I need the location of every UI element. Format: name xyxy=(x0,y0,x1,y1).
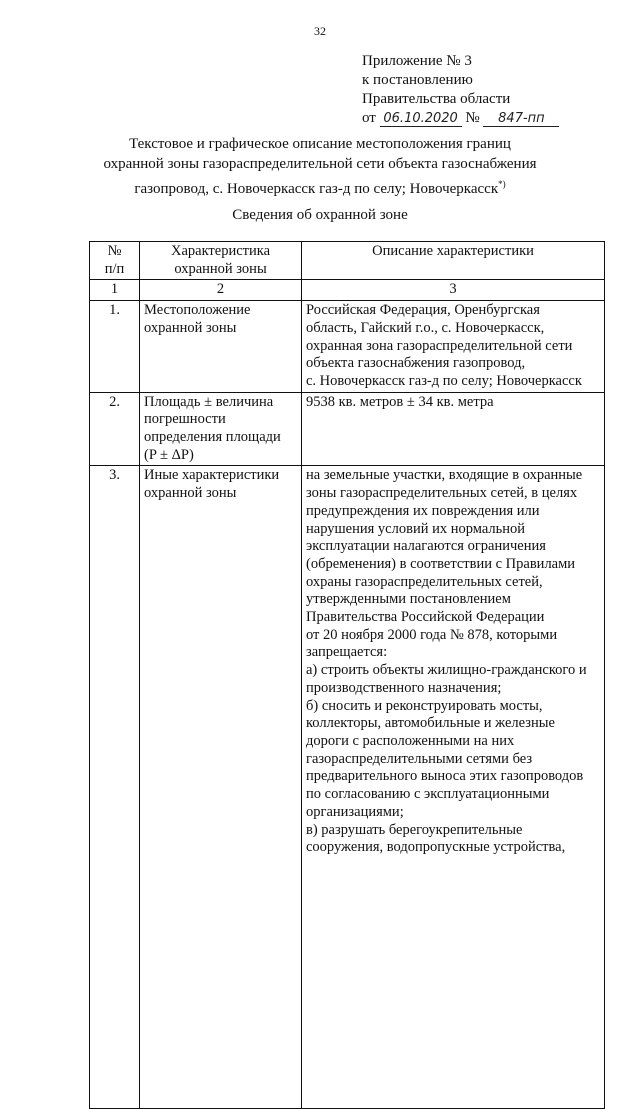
header-num xyxy=(90,242,140,280)
desc-line: запрещается: xyxy=(306,644,388,661)
column-number-cell: 3 xyxy=(302,280,605,301)
desc-line: организациями; xyxy=(306,803,404,820)
desc-line: б) сносить и реконструировать мосты, xyxy=(306,697,543,714)
document-title xyxy=(0,134,640,199)
desc-line: газораспределительными сетями без xyxy=(306,750,533,767)
appendix-line-2: к постановлению xyxy=(362,72,473,88)
desc-line: объекта газоснабжения газопровод, xyxy=(306,355,526,372)
desc-line: Российская Федерация, Оренбургская xyxy=(306,302,540,319)
table-row xyxy=(90,466,605,1109)
desc-line: предупреждения их повреждения или xyxy=(306,502,540,519)
row-characteristic xyxy=(140,466,302,1109)
desc-line: в) разрушать берегоукрепительные xyxy=(306,821,523,838)
desc-line: область, Гайский г.о., с. Новочеркасск, xyxy=(306,319,545,336)
desc-line: 9538 кв. метров ± 34 кв. метра xyxy=(306,393,494,410)
column-number-row xyxy=(90,280,605,301)
appendix-line-4 xyxy=(362,109,559,128)
table-row xyxy=(90,392,605,466)
char-line: определения площади xyxy=(144,429,281,446)
row-description xyxy=(302,466,605,1109)
appendix-line-1: Приложение № 3 xyxy=(362,53,472,69)
appendix-block xyxy=(362,52,559,128)
char-line: Площадь ± величина xyxy=(144,393,274,410)
section-subtitle: Сведения об охранной зоне xyxy=(232,207,408,223)
title-line-1: Текстовое и графическое описание местоположения границ xyxy=(129,136,511,152)
desc-line: Правительства Российской Федерации xyxy=(306,609,545,626)
header-char-line-1: Характеристика xyxy=(170,243,271,259)
appendix-line-3: Правительства области xyxy=(362,91,511,107)
header-char-line-2: охранной зоны xyxy=(174,260,267,277)
desc-line: коллекторы, автомобильные и железные xyxy=(306,715,555,732)
row-number: 1. xyxy=(90,301,140,393)
header-characteristic xyxy=(140,242,302,280)
header-description: Описание характеристики xyxy=(302,242,605,280)
desc-line: утвержденными постановлением xyxy=(306,591,511,608)
desc-line: от 20 ноября 2000 года № 878, которыми xyxy=(306,626,558,643)
column-number-cell: 1 xyxy=(90,280,140,301)
row-number: 2. xyxy=(90,392,140,466)
title-line-3-text: газопровод, с. Новочеркасск газ-д по селу; Новочеркасск xyxy=(134,181,499,197)
desc-line: нарушения условий их нормальной xyxy=(306,520,526,537)
char-line: Местоположение xyxy=(144,302,251,319)
row-characteristic xyxy=(140,392,302,466)
desc-line: сооружения, водопропускные устройства, xyxy=(306,839,566,856)
header-num-line-2: п/п xyxy=(104,260,125,277)
desc-line: на земельные участки, входящие в охранные xyxy=(306,467,583,484)
title-line-3 xyxy=(0,174,640,199)
handwritten-number: 847-пп xyxy=(483,111,559,127)
desc-line: производственного назначения; xyxy=(306,679,502,696)
desc-line: охранная зона газораспределительной сети xyxy=(306,337,573,354)
column-number-cell: 2 xyxy=(140,280,302,301)
char-line: Иные характеристики xyxy=(144,467,280,484)
desc-line: (обременения) в соответствии с Правилами xyxy=(306,555,576,572)
desc-line: с. Новочеркасск газ-д по селу; Новочеркасск xyxy=(306,372,582,389)
table-row xyxy=(90,301,605,393)
desc-line: охраны газораспределительных сетей, xyxy=(306,573,543,590)
number-label: № xyxy=(465,110,480,126)
handwritten-date: 06.10.2020 xyxy=(380,111,462,127)
desc-line: предварительного выноса этих газопроводов xyxy=(306,768,584,785)
desc-line: дороги с расположенными на них xyxy=(306,732,515,749)
header-num-line-1: № xyxy=(107,243,122,259)
char-line: охранной зоны xyxy=(144,319,237,336)
from-label: от xyxy=(362,110,376,126)
desc-line: зоны газораспределительных сетей, в целях xyxy=(306,485,578,502)
char-line: охранной зоны xyxy=(144,485,237,502)
row-number: 3. xyxy=(90,466,140,1109)
row-characteristic xyxy=(140,301,302,393)
zone-info-table xyxy=(89,241,605,1109)
title-line-2: охранной зоны газораспределительной сети объекта газоснабжения xyxy=(103,156,537,172)
page-number: 32 xyxy=(314,24,326,38)
row-description xyxy=(302,392,605,466)
desc-line: эксплуатации налагаются ограничения xyxy=(306,538,546,555)
footnote-mark: *) xyxy=(498,179,506,189)
char-line: (P ± ΔP) xyxy=(144,446,194,463)
row-description xyxy=(302,301,605,393)
desc-line: а) строить объекты жилищно-гражданского и xyxy=(306,662,587,679)
desc-line: по согласованию с эксплуатационными xyxy=(306,786,550,803)
char-line: погрешности xyxy=(144,411,226,428)
table-header-row xyxy=(90,242,605,280)
